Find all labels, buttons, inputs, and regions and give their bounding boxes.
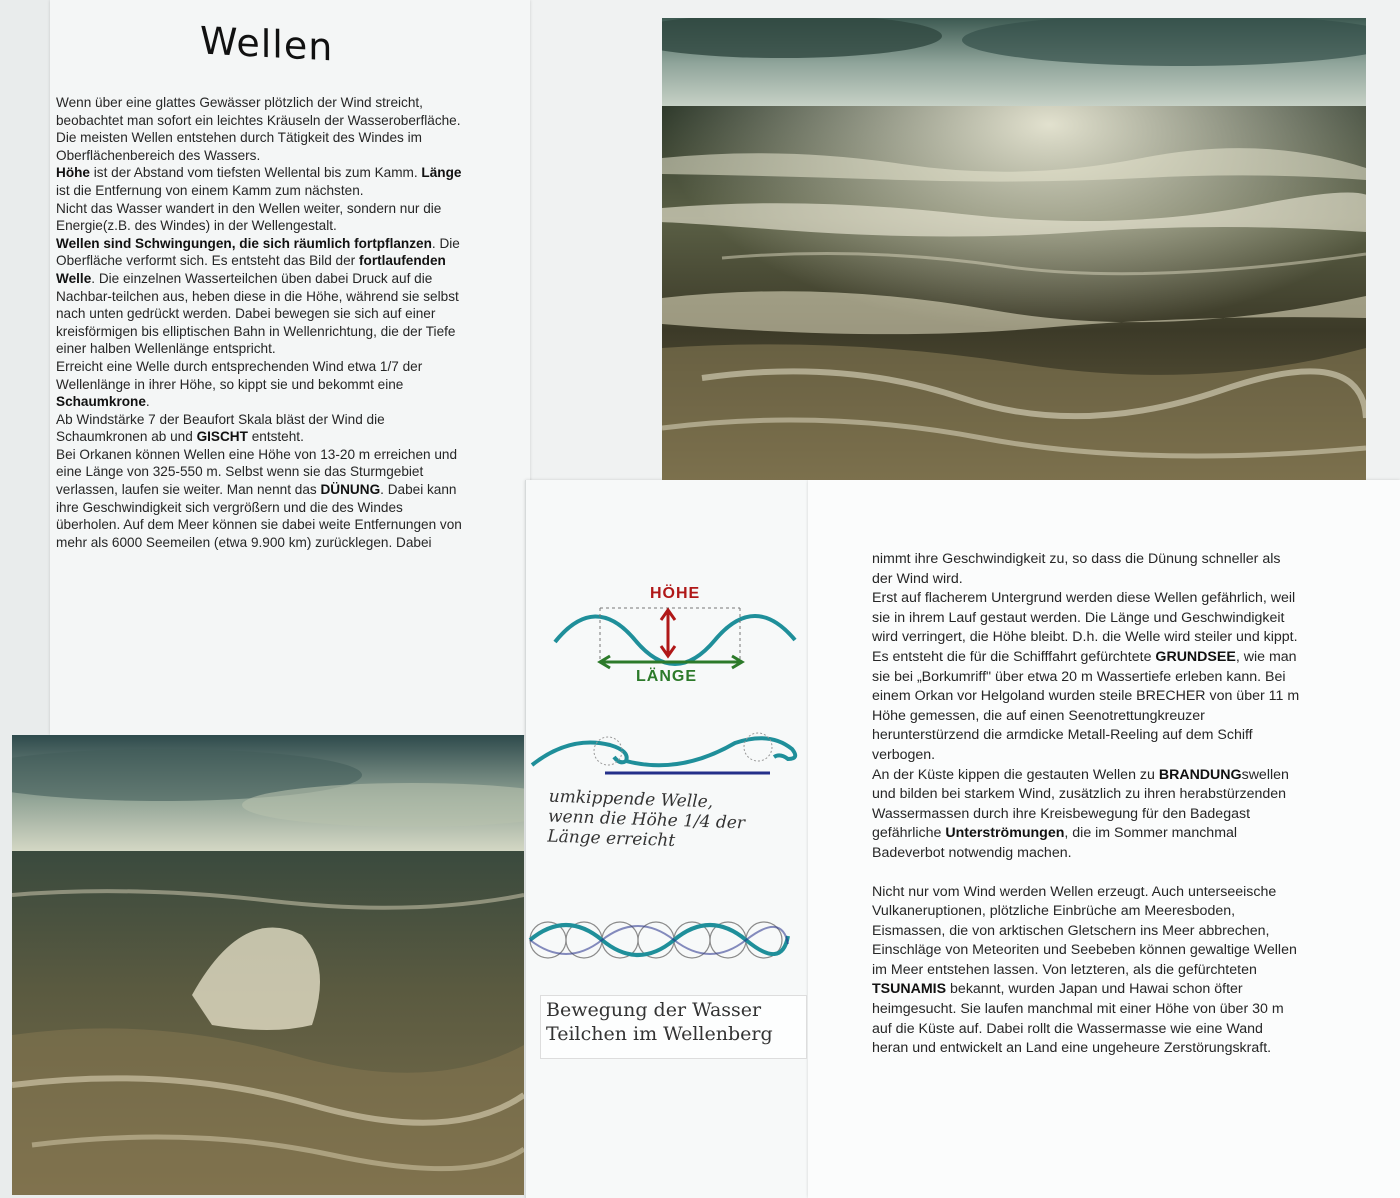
wave-curve [555,616,795,664]
sea-photo-top [662,18,1366,480]
paragraph: An der Küste kippen die gestauten Wellen zu BRANDUNGswellen und bilden bei starkem Wind, zusätzlich zu ihren herabstürzenden Wassermassen durch ihre Kreisbewegung für den Badegast gefährliche Unterströmungen, die im Sommer manchmal Badeverbot notwendig machen. [872,766,1289,861]
breaking-wave-diagram [530,725,810,785]
sea-photo-bottom-image [12,735,524,1195]
note-line: umkippende Welle, [548,786,714,813]
sea-photo-top-image [662,18,1366,480]
paragraph: Erst auf flacherem Untergrund werden diese Wellen gefährlich, weil sie in ihrem Lauf gestaut werden. Die Länge und Geschwindigkeit wird verringert, die Höhe bleibt. D.h. die Welle wird steiler und kippt. Es entsteht die für die Schifffahrt gefürchtete GRUNDSEE, wie man sie bei „Borkumriff" über etwa 20 m Wassertiefe erleben kann. Bei einem Orkan vor Helgoland wurden steile BRECHER von über 11 m Höhe gemessen, die auf einen Seenotrettungkreuzer herunterstürzend die armdicke Metall-Reeling auf dem Schiff verbogen. [872,590,1300,763]
note-line: wenn die Höhe 1/4 der [547,806,746,834]
paragraph: Bei Orkanen können Wellen eine Höhe von 13-20 m erreichen und eine Länge von 325-550 m. Selbst wenn sie das Sturmgebiet verlassen, laufen sie weiter. Man nennt das DÜNUNG. Dabei kann ihre Geschwindigkeit sich vergrößern und die des Windes überholen. Auf dem Meer können sie dabei weite Entfernungen von mehr als 6000 Seemeilen (etwa 9.900 km) zurücklegen. Dabei [56,446,462,550]
note-line: Bewegung der Wasser [546,999,762,1021]
breaking-wave-note [547,787,746,854]
paragraph: Erreicht eine Welle durch entsprechenden Wind etwa 1/7 der Wellenlänge in ihrer Höhe, so kippt sie und bekommt eine Schaumkrone. [56,358,423,410]
height-label: HÖHE [650,585,701,602]
length-label: LÄNGE [636,668,697,685]
paragraph: Wellen sind Schwingungen, die sich räumlich fortpflanzen. Die Oberfläche verformt sich. Es entsteht das Bild der fortlaufenden Welle. Die einzelnen Wasserteilchen üben dabei Druck auf die Nachbar-teilchen aus, heben diese in die Höhe, während sie selbst nach unten gedrückt werden. Dabei bewegen sie sich auf einer kreisförmigen bis elliptischen Bahn in Wellenrichtung, die der Tiefe einer halben Wellenlänge entspricht. [56,235,460,357]
note-line: Länge erreicht [547,826,676,852]
note-line: Teilchen im Wellenberg [546,1023,773,1045]
right-article-text [872,550,1302,1059]
paragraph: Nicht nur vom Wind werden Wellen erzeugt. Auch unterseeische Vulkaneruptionen, plötzliche Einbrüche am Meeresboden, Eismassen, die von arktischen Gletschern ins Meer abbrechen, Einschläge von Meteoriten und Seebeben können gewaltige Wellen im Meer entstehen lassen. Von letzteren, als die gefürchteten TSUNAMIS bekannt, wurden Japan und Hawai schon öfter heimgesucht. Sie laufen manchmal mit einer Höhe von über 30 m auf die Küste auf. Dabei rollt die Wassermasse wie eine Wand heran und entwickelt an Land eine ungeheure Zerstörungskraft. [872,883,1297,1057]
paragraph: Nicht das Wasser wandert in den Wellen weiter, sondern nur die Energie(z.B. des Windes) in der Wellengestalt. [56,200,442,234]
particle-motion-diagram [526,910,796,970]
sea-photo-bottom [12,735,524,1195]
paragraph: nimmt ihre Geschwindigkeit zu, so dass die Dünung schneller als der Wind wird. [872,551,1281,587]
paragraph: Höhe ist der Abstand vom tiefsten Wellental bis zum Kamm. Länge ist die Entfernung von einem Kamm zum nächsten. [56,165,462,198]
left-article-text [56,94,464,551]
paragraph: Ab Windstärke 7 der Beaufort Skala bläst der Wind die Schaumkronen ab und GISCHT entsteht. [56,411,385,445]
paragraph: Wenn über eine glattes Gewässer plötzlich der Wind streicht, beobachtet man sofort ein leichtes Kräuseln der Wasseroberfläche. Die meisten Wellen entstehen durch Tätigkeit des Windes im Oberflächenbereich des Wassers. [56,95,461,163]
page-title: Wellen [200,18,334,70]
particle-motion-note [546,998,773,1046]
